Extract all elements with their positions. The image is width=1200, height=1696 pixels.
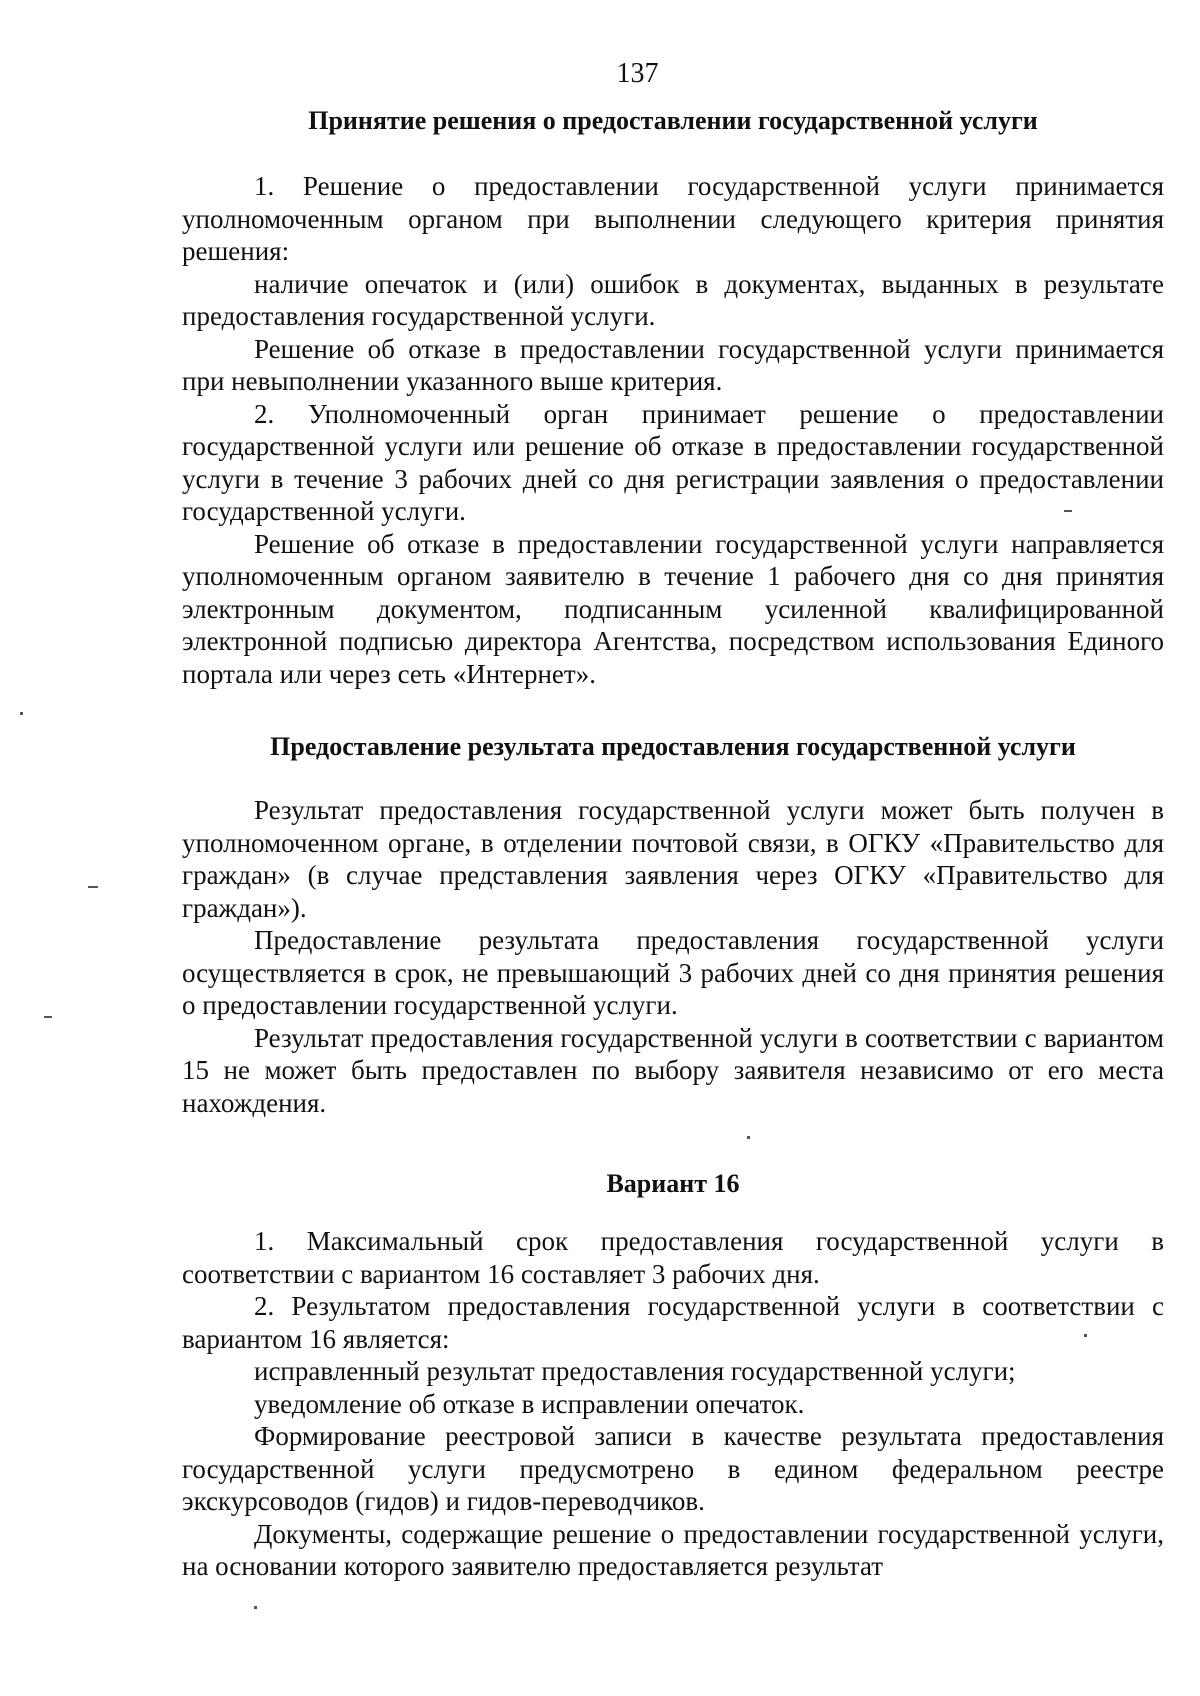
scan-speck — [1084, 1334, 1087, 1337]
paragraph: Результат предоставления государственной услуги в соответствии с вариантом 15 не может быть предоставлен по выбору заявителя независимо от его места нахождения. — [182, 1022, 1164, 1118]
scan-speck — [1064, 510, 1072, 512]
scan-speck — [20, 712, 23, 715]
paragraph: Решение об отказе в предоставлении государственной услуги направляется уполномоченным органом заявителю в течение 1 рабочего дня со дня принятия электронным документом, подписанным усиленной квалифицированной электронной подписью директора Агентства, посредством использования Единого портала или через сеть «Интернет». — [182, 528, 1164, 689]
paragraph: Результат предоставления государственной услуги может быть получен в уполномоченном органе, в отделении почтовой связи, в ОГКУ «Правительство для граждан» (в случае представления заявления через ОГКУ «Правительство для граждан»). — [182, 795, 1164, 923]
scan-speck — [44, 1016, 52, 1018]
section-body-variant-16 — [182, 1225, 1164, 1583]
section-heading-variant-16: Вариант 16 — [606, 1169, 740, 1198]
paragraph: 2. Результатом предоставления государственной услуги в соответствии с вариантом 16 является: — [182, 1291, 1164, 1354]
paragraph: 1. Максимальный срок предоставления государственной услуги в соответствии с вариантом 16 составляет 3 рабочих дня. — [182, 1226, 1164, 1289]
paragraph: 1. Решение о предоставлении государственной услуги принимается уполномоченным органом при выполнении следующего критерия принятия решения: — [182, 171, 1164, 266]
section-body-result — [182, 794, 1164, 1119]
paragraph: Решение об отказе в предоставлении государственной услуги принимается при невыполнении указанного выше критерия. — [182, 333, 1164, 396]
scan-speck — [747, 1136, 750, 1139]
page-number: 137 — [616, 58, 659, 89]
document-body — [182, 100, 1164, 1583]
paragraph: уведомление об отказе в исправлении опечаток. — [254, 1388, 805, 1419]
paragraph: Документы, содержащие решение о предоставлении государственной услуги, на основании которого заявителю предоставляется результат — [182, 1518, 1164, 1581]
section-heading-decision: Принятие решения о предоставлении государственной услуги — [308, 106, 1038, 135]
section-body-decision — [182, 170, 1164, 690]
section-heading-result: Предоставление результата предоставления государственной услуги — [270, 732, 1076, 761]
paragraph: исправленный результат предоставления государственной услуги; — [254, 1356, 1016, 1386]
paragraph: 2. Уполномоченный орган принимает решение о предоставлении государственной услуги или решение об отказе в предоставлении государственной услуги в течение 3 рабочих дней со дня регистрации заявления о предоставлении государственной услуги. — [182, 398, 1164, 526]
paragraph: Формирование реестровой записи в качестве результата предоставления государственной услуги предусмотрено в едином федеральном реестре экскурсоводов (гидов) и гидов-переводчиков. — [182, 1421, 1164, 1516]
paragraph: наличие опечаток и (или) ошибок в документах, выданных в результате предоставления государственной услуги. — [182, 268, 1164, 331]
paragraph: Предоставление результата предоставления государственной услуги осуществляется в срок, не превышающий 3 рабочих дней со дня принятия решения о предоставлении государственной услуги. — [182, 925, 1164, 1020]
scan-speck — [88, 886, 98, 888]
scan-speck — [254, 1606, 257, 1609]
